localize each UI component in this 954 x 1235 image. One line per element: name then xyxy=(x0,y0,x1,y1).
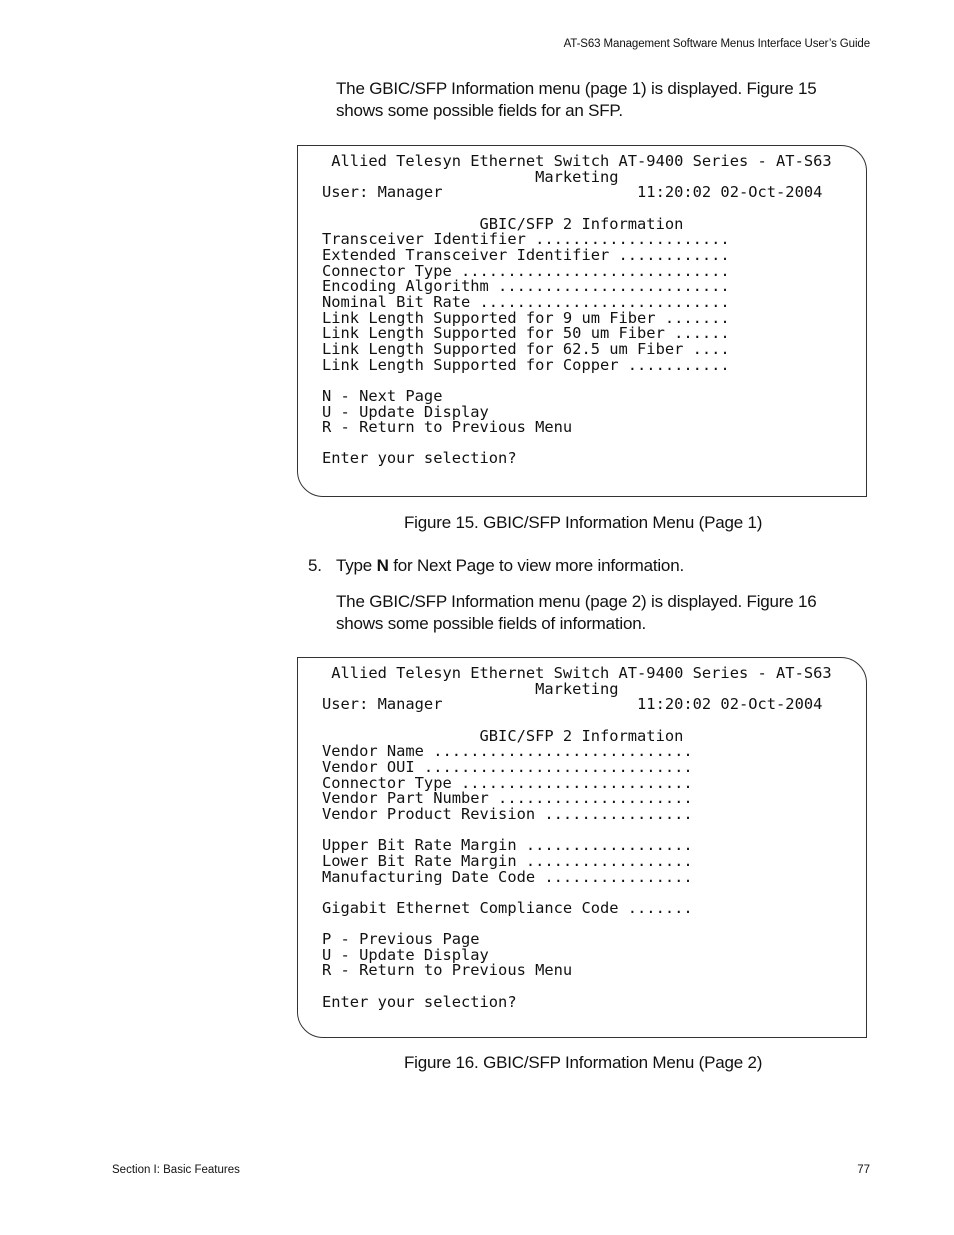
step-text-before: Type xyxy=(336,556,377,575)
terminal-text-page-2: Allied Telesyn Ethernet Switch AT-9400 Series - AT-S63 Marketing User: Manager 11:20:02 02-Oct-2004 GBIC/SFP 2 Information Vendor Name ............................ Vendor OUI ............................. Connector Type ......................... Vendor Part Number ..................... Vendor Product Revision ................ Upper Bit Rate Margin .................. Lower Bit Rate Margin .................. Manufacturing Date Code ................ Gigabit Ethernet Compliance Code ....... P - Previous Page U - Update Display R - Return to Previous Menu Enter your selection? xyxy=(322,664,832,1011)
intro-paragraph-2: The GBIC/SFP Information menu (page 2) is displayed. Figure 16 shows some possible fields of information. xyxy=(336,592,817,633)
step-5 xyxy=(308,555,868,577)
terminal-text-page-1: Allied Telesyn Ethernet Switch AT-9400 Series - AT-S63 Marketing User: Manager 11:20:02 02-Oct-2004 GBIC/SFP 2 Information Transceiver Identifier ..................... Extended Transceiver Identifier ............ Connector Type ............................. Encoding Algorithm ......................... Nominal Bit Rate ........................... Link Length Supported for 9 um Fiber ....... Link Length Supported for 50 um Fiber ...... Link Length Supported for 62.5 um Fiber .... Link Length Supported for Copper ........... N - Next Page U - Update Display R - Return to Previous Menu Enter your selection? xyxy=(322,152,832,468)
step-number: 5. xyxy=(308,556,322,575)
figure-15-caption: Figure 15. GBIC/SFP Information Menu (Page 1) xyxy=(404,513,763,532)
terminal-screen-page-2 xyxy=(297,657,867,1038)
step-key: N xyxy=(376,556,389,575)
footer-section: Section I: Basic Features xyxy=(112,1164,240,1176)
running-header: AT-S63 Management Software Menus Interface User’s Guide xyxy=(563,38,870,50)
intro-paragraph: The GBIC/SFP Information menu (page 1) is displayed. Figure 15 shows some possible fields for an SFP. xyxy=(336,79,817,120)
step-text-after: for Next Page to view more information. xyxy=(388,556,684,575)
terminal-screen-page-1 xyxy=(297,145,867,497)
footer-page-number: 77 xyxy=(857,1164,870,1176)
figure-16-caption: Figure 16. GBIC/SFP Information Menu (Page 2) xyxy=(404,1053,763,1072)
